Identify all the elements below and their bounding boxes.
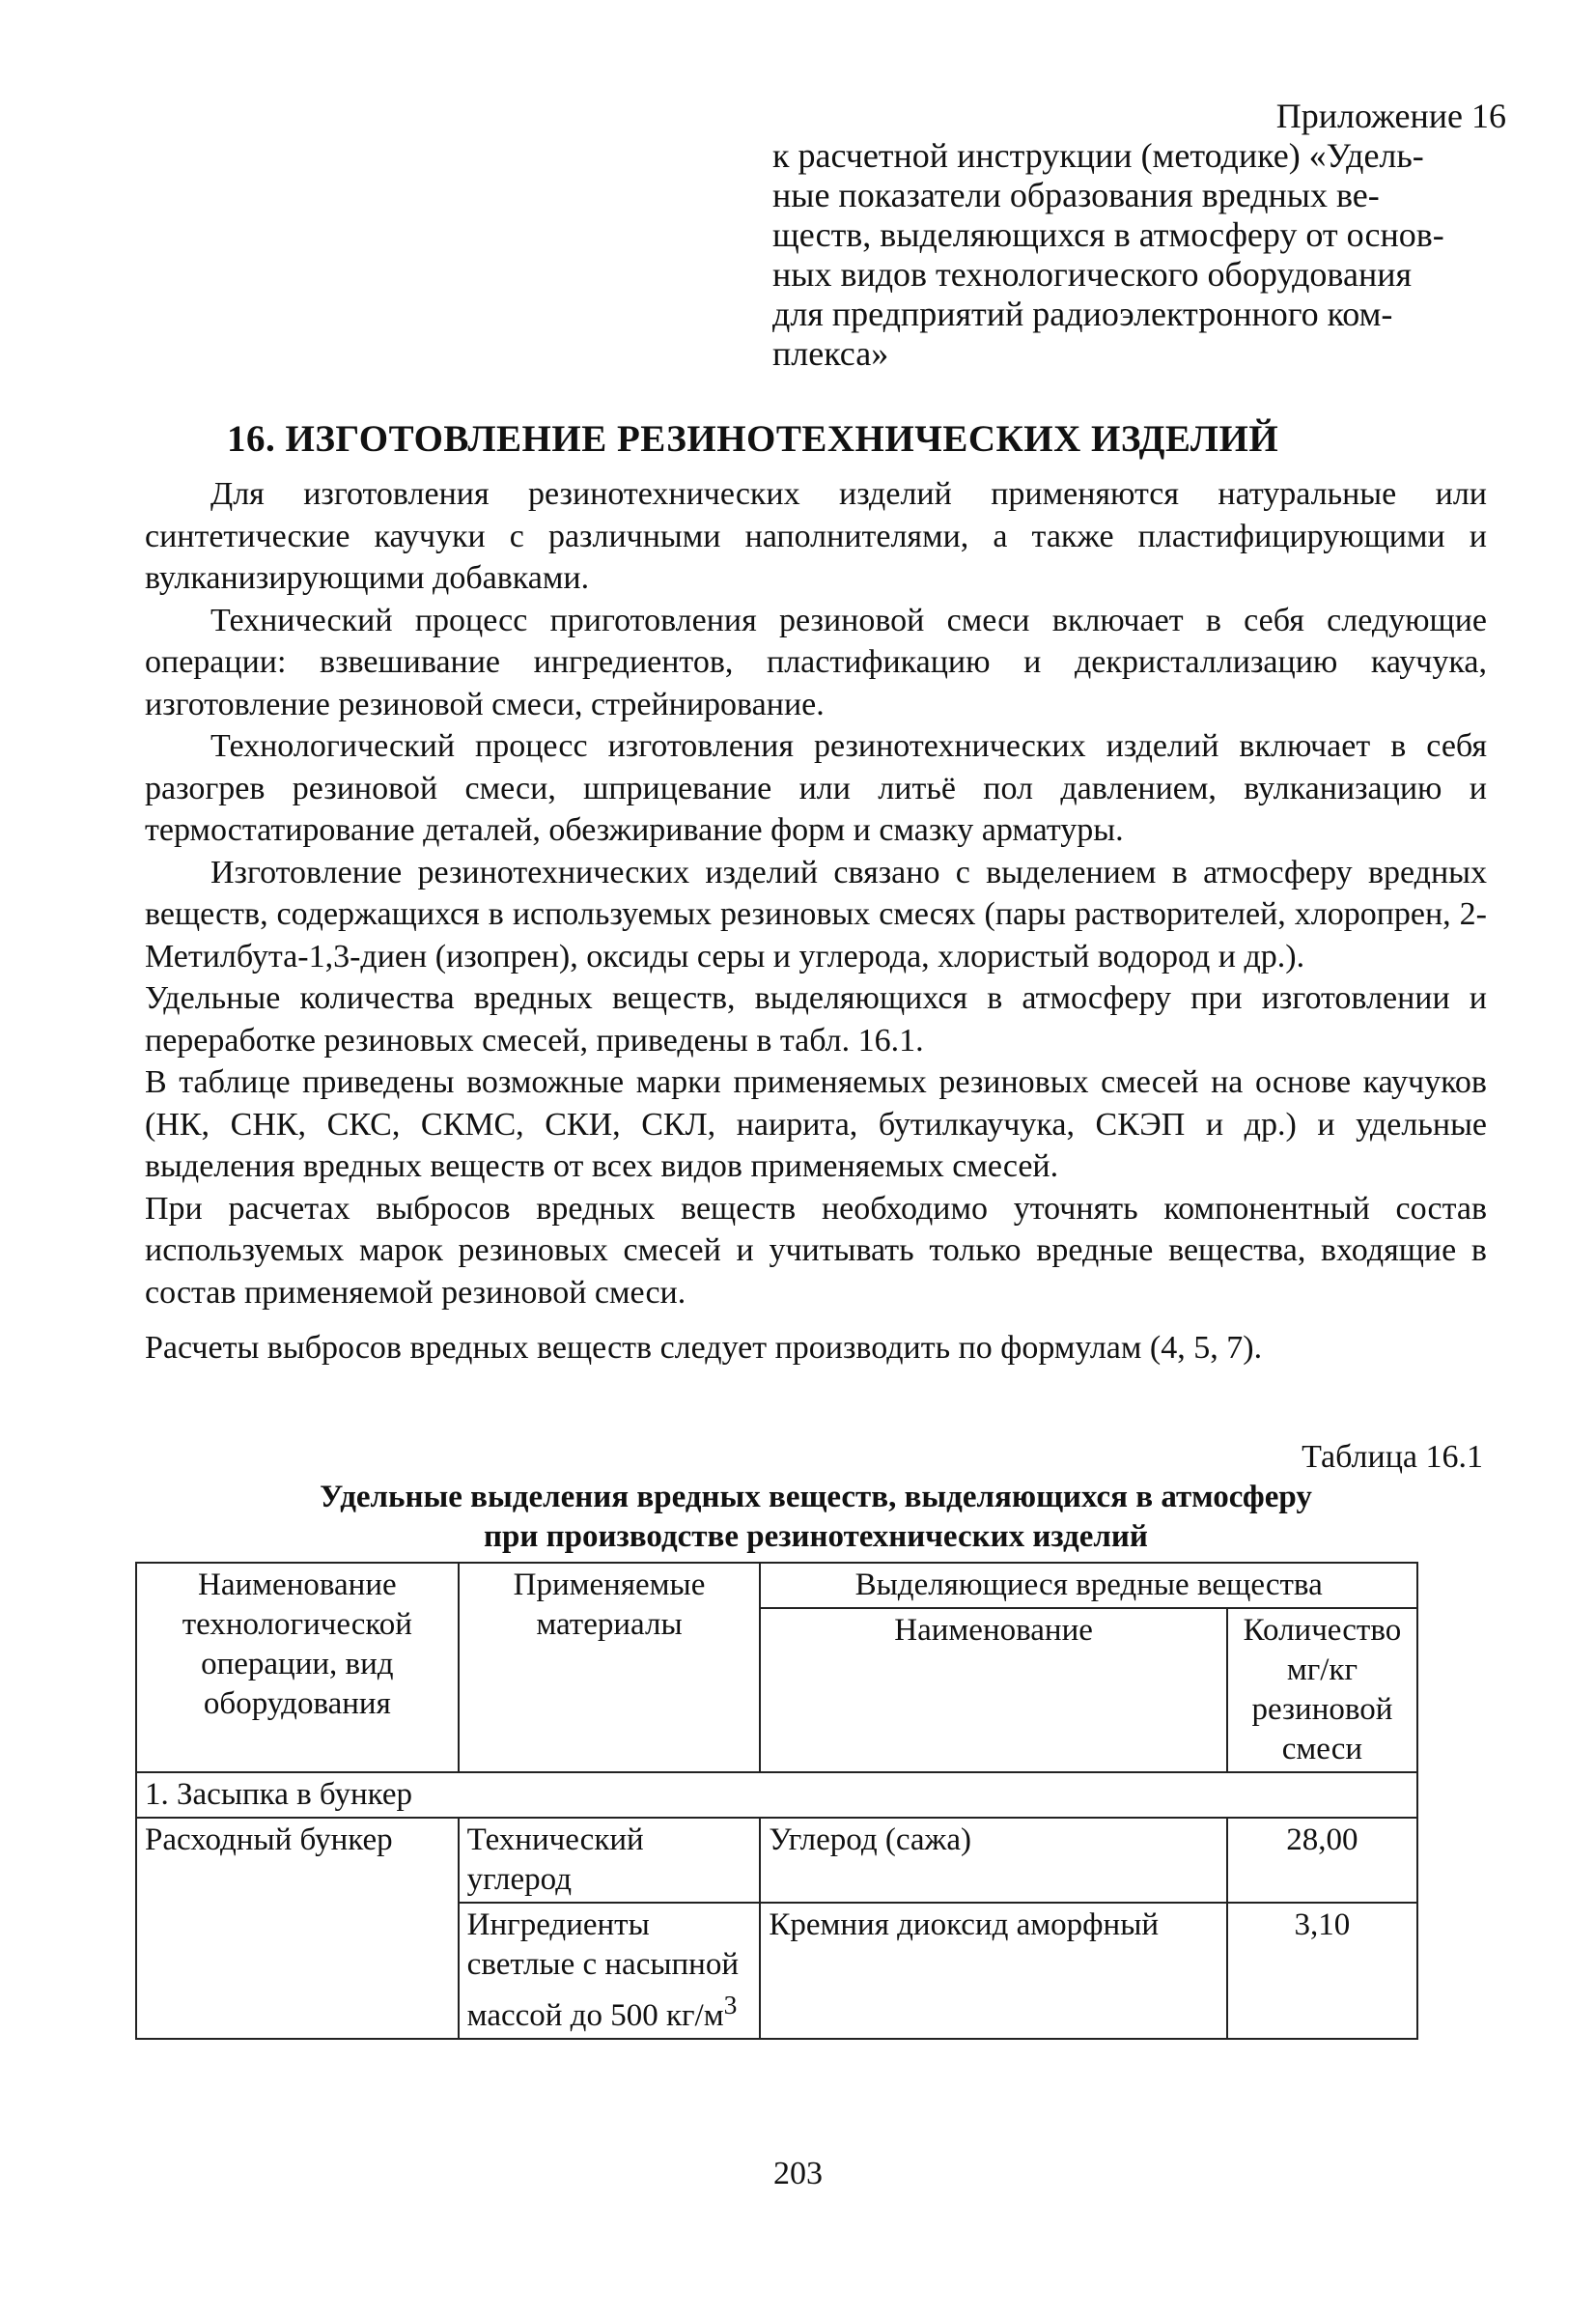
material-text: Ингредиенты светлые с насыпной массой до 500 кг/м: [466, 1907, 739, 2033]
table-header-row: [136, 1563, 1417, 1608]
table-title: [145, 1478, 1487, 1557]
appendix-line: к расчетной инструкции (методике) «Удель-: [772, 136, 1424, 175]
paragraph: Изготовление резинотехнических изделий связано с выделением в атмосферу вредных веществ, содержащихся в используемых резиновых смесях (пары растворителей, хлоропрен, 2-Метилбута-1,3-диен (изопрен), оксиды серы и углерода, хлористый водород и др.).: [145, 854, 1487, 974]
appendix-line: для предприятий радиоэлектронного ком-: [772, 295, 1393, 333]
cell-material: Технический углерод: [459, 1818, 761, 1903]
cell-quantity: 28,00: [1227, 1818, 1417, 1903]
paragraph: Удельные количества вредных веществ, выделяющихся в атмосферу при изготовлении и переработке резиновых смесей, приведены в табл. 16.1.: [145, 980, 1487, 1059]
cell-substance: Кремния диоксид аморфный: [760, 1903, 1227, 2039]
paragraph: Технический процесс приготовления резиновой смеси включает в себя следующие операции: взвешивание ингредиентов, пластификацию и декристаллизацию каучука, изготовление резиновой смеси, стрейнирование.: [145, 602, 1487, 722]
header-operation: Наименование технологической операции, вид оборудования: [136, 1563, 459, 1772]
paragraph: Технологический процесс изготовления резинотехнических изделий включает в себя разогрев резиновой смеси, шприцевание или литьё пол давлением, вулканизацию и термостатирование деталей, обезжиривание форм и смазку арматуры.: [145, 728, 1487, 848]
appendix-heading: Приложение 16: [1275, 97, 1506, 135]
appendix-line: плекса»: [772, 334, 889, 373]
appendix-line: ществ, выделяющихся в атмосферу от основ-: [772, 215, 1444, 254]
header-name: Наименование: [760, 1608, 1227, 1772]
cell-operation: Расходный бункер: [136, 1818, 459, 2039]
table-title-line: при производстве резинотехнических изделий: [484, 1519, 1148, 1554]
page-number: 203: [773, 2156, 823, 2191]
material-superscript: 3: [723, 1990, 738, 2019]
appendix-line: ных видов технологического оборудования: [772, 255, 1413, 294]
table-label: Таблица 16.1: [1302, 1439, 1483, 1475]
appendix-line: ные показатели образования вредных ве-: [772, 176, 1380, 214]
paragraph: Расчеты выбросов вредных веществ следует производить по формулам (4, 5, 7).: [145, 1330, 1263, 1366]
paragraph: При расчетах выбросов вредных веществ необходимо уточнять компонентный состав используемых марок резиновых смесей и учитывать только вредные вещества, входящие в состав применяемой резиновой смеси.: [145, 1190, 1487, 1311]
section-row: 1. Засыпка в бункер: [136, 1772, 1417, 1818]
section-title: 16. ИЗГОТОВЛЕНИЕ РЕЗИНОТЕХНИЧЕСКИХ ИЗДЕЛИЙ: [227, 418, 1279, 460]
cell-quantity: 3,10: [1227, 1903, 1417, 2039]
body-text: [145, 473, 1487, 1370]
table-title-line: Удельные выделения вредных веществ, выделяющихся в атмосферу: [320, 1480, 1312, 1514]
paragraph: В таблице приведены возможные марки применяемых резиновых смесей на основе каучуков (НК, СНК, СКС, СКМС, СКИ, СКЛ, наирита, бутилкаучука, СКЭП и др.) и удельные выделения вредных веществ от всех видов применяемых смесей.: [145, 1064, 1487, 1184]
header-emitted: Выделяющиеся вредные вещества: [760, 1563, 1417, 1608]
paragraph: Для изготовления резинотехнических изделий применяются натуральные или синтетические каучуки с различными наполнителями, а также пластифицирующими и вулканизирующими добавками.: [145, 476, 1487, 596]
table-row: [136, 1818, 1417, 1903]
table-section-row: [136, 1772, 1417, 1818]
header-materials: Применяемые материалы: [459, 1563, 761, 1772]
emissions-table: [135, 1562, 1418, 2040]
header-quantity: Количество мг/кг резиновой смеси: [1227, 1608, 1417, 1772]
cell-substance: Углерод (сажа): [760, 1818, 1227, 1903]
appendix-note: [772, 97, 1506, 374]
cell-material: [459, 1903, 761, 2039]
